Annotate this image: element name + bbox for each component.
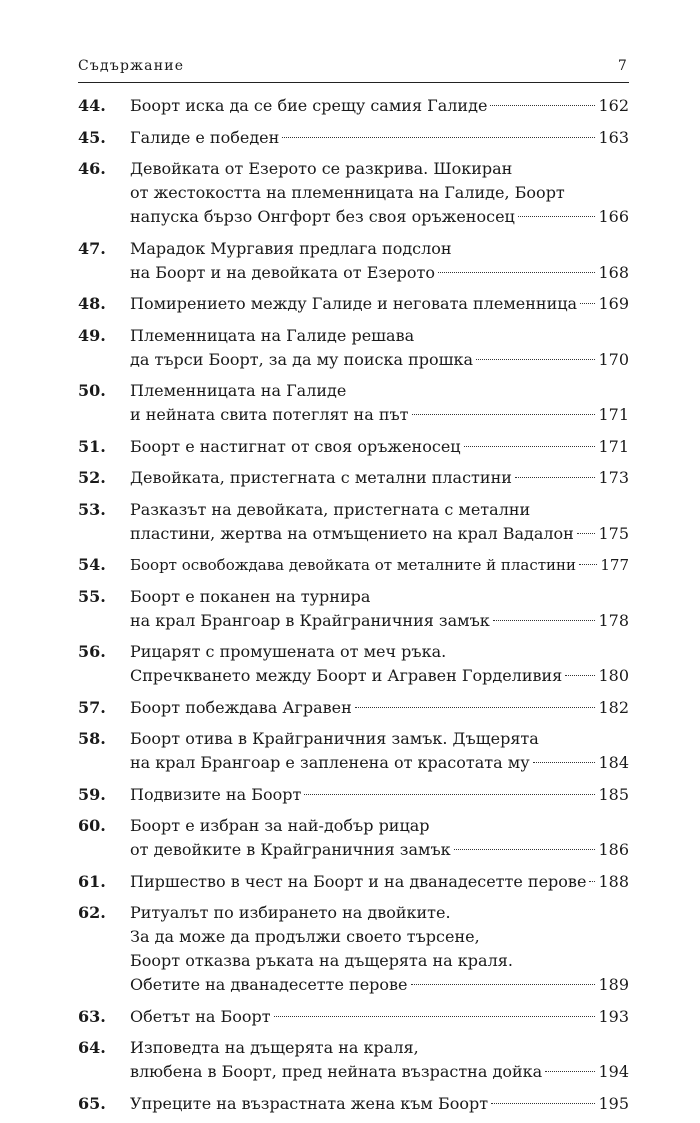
- title-line: Боорт освобождава девойката от металните й пластини: [130, 556, 577, 574]
- dot-leader: [438, 272, 595, 273]
- dot-leader: [533, 762, 596, 763]
- chapter-number: 59.: [78, 784, 106, 804]
- chapter-number: 48.: [78, 294, 106, 313]
- dot-leader: [589, 881, 595, 882]
- chapter-page-number: 173: [598, 468, 629, 487]
- title-last-line: [130, 205, 629, 229]
- chapter-number: 46.: [78, 159, 106, 178]
- title-line: и нейната свита потеглят на път: [130, 405, 409, 424]
- title-last-line: [130, 664, 629, 688]
- title-line: Племенницата на Галиде: [130, 381, 347, 400]
- chapter-number: 55.: [78, 586, 106, 606]
- title-last-line: [130, 553, 629, 577]
- chapter-number: 44.: [78, 96, 106, 115]
- chapter-number: 52.: [78, 468, 106, 487]
- chapter-title: [130, 1005, 629, 1029]
- title-line: Упреците на възрастната жена към Боорт: [130, 1093, 489, 1113]
- chapter-title: [130, 435, 629, 459]
- title-line: Помирението между Галиде и неговата племенница: [130, 294, 578, 313]
- title-last-line: [130, 696, 629, 720]
- dot-leader: [515, 477, 596, 478]
- chapter-page-number: 180: [598, 666, 629, 685]
- chapter-number: 58.: [78, 729, 106, 748]
- title-line: пластини, жертва на отмъщението на крал Вадалон: [130, 523, 574, 543]
- chapter-number: 56.: [78, 642, 106, 661]
- chapter-title: [130, 292, 629, 316]
- chapter-page-number: 177: [600, 556, 629, 574]
- title-last-line: [130, 1092, 629, 1116]
- toc-entry: [78, 379, 629, 427]
- title-last-line: [130, 973, 629, 997]
- title-line: Подвизите на Боорт: [130, 784, 302, 804]
- title-line: За да може да продължи своето търсене,: [130, 927, 480, 946]
- title-last-line: [130, 838, 629, 862]
- title-line: Изповедта на дъщерята на краля,: [130, 1038, 419, 1057]
- title-last-line: [130, 403, 629, 427]
- dot-leader: [579, 564, 597, 565]
- chapter-page-number: 189: [598, 975, 629, 994]
- page-number: 7: [617, 58, 628, 74]
- title-last-line: [130, 292, 629, 316]
- title-last-line: [130, 94, 629, 118]
- chapter-title: [130, 696, 629, 720]
- title-line: от девойките в Крайграничния замък: [130, 840, 451, 859]
- chapter-page-number: 168: [598, 262, 629, 282]
- dot-leader: [282, 137, 595, 138]
- chapter-title: [130, 1092, 629, 1116]
- toc-entry: [78, 1005, 629, 1029]
- chapter-page-number: 186: [598, 840, 629, 859]
- title-line: Обетите на дванадесетте перове: [130, 975, 408, 994]
- title-last-line: [130, 783, 629, 807]
- chapter-page-number: 188: [598, 871, 629, 891]
- chapter-title: [130, 379, 629, 427]
- chapter-title: [130, 814, 629, 862]
- toc-entry: [78, 126, 629, 150]
- title-line: Разказът на девойката, пристегната с метални: [130, 499, 531, 519]
- chapter-title: [130, 157, 629, 229]
- chapter-title: [130, 901, 629, 997]
- toc-entry: [78, 783, 629, 807]
- toc-entry: [78, 1036, 629, 1084]
- chapter-page-number: 175: [598, 523, 629, 543]
- running-header: [78, 58, 628, 74]
- title-line: влюбена в Боорт, пред нейната възрастна дойка: [130, 1062, 543, 1081]
- chapter-page-number: 170: [598, 349, 629, 369]
- title-line: Боорт отива в Крайграничния замък. Дъщерята: [130, 729, 539, 748]
- dot-leader: [493, 620, 596, 621]
- title-last-line: [130, 126, 629, 150]
- chapter-page-number: 193: [598, 1006, 629, 1026]
- toc-entry: [78, 640, 629, 688]
- chapter-page-number: 171: [598, 405, 629, 424]
- dot-leader: [411, 984, 596, 985]
- chapter-number: 51.: [78, 436, 106, 456]
- chapter-number: 65.: [78, 1093, 106, 1113]
- title-line: Галиде е победен: [130, 127, 280, 147]
- title-line: на Боорт и на девойката от Езерото: [130, 262, 435, 282]
- chapter-number: 45.: [78, 127, 106, 147]
- chapter-number: 63.: [78, 1006, 106, 1026]
- dot-leader: [580, 303, 595, 304]
- chapter-title: [130, 498, 629, 546]
- title-line: от жестокостта на племенницата на Галиде, Боорт: [130, 183, 565, 202]
- toc-entry: [78, 94, 629, 118]
- toc-entry: [78, 466, 629, 490]
- chapter-number: 53.: [78, 499, 106, 519]
- chapter-title: [130, 727, 629, 775]
- dot-leader: [545, 1071, 595, 1072]
- dot-leader: [518, 216, 596, 217]
- chapter-page-number: 195: [598, 1093, 629, 1113]
- chapter-number: 54.: [78, 555, 106, 574]
- title-line: Боорт иска да се бие срещу самия Галиде: [130, 96, 488, 115]
- title-last-line: [130, 261, 629, 285]
- section-title: Съдържание: [78, 58, 185, 74]
- chapter-title: [130, 870, 629, 894]
- title-line: Боорт е избран за най-добър рицар: [130, 816, 430, 835]
- toc-entry: [78, 157, 629, 229]
- chapter-page-number: 178: [598, 610, 629, 630]
- toc-entry: [78, 292, 629, 316]
- title-line: Марадок Мургавия предлага подслон: [130, 238, 452, 258]
- toc-entry: [78, 498, 629, 546]
- dot-leader: [490, 105, 595, 106]
- toc-entry: [78, 901, 629, 997]
- table-of-contents: [78, 94, 629, 1123]
- title-line: Спречкването между Боорт и Агравен Горделивия: [130, 666, 563, 685]
- chapter-title: [130, 94, 629, 118]
- chapter-number: 50.: [78, 381, 106, 400]
- title-last-line: [130, 609, 629, 633]
- dot-leader: [412, 414, 596, 415]
- title-line: да търси Боорт, за да му поиска прошка: [130, 349, 474, 369]
- chapter-number: 57.: [78, 697, 106, 717]
- chapter-page-number: 171: [598, 436, 629, 456]
- title-last-line: [130, 1060, 629, 1084]
- title-line: Ритуалът по избирането на двойките.: [130, 903, 451, 922]
- toc-entry: [78, 553, 629, 577]
- chapter-title: [130, 1036, 629, 1084]
- toc-entry: [78, 324, 629, 372]
- title-line: Боорт е настигнат от своя оръженосец: [130, 436, 461, 456]
- chapter-page-number: 185: [598, 784, 629, 804]
- title-line: Девойката, пристегната с метални пластини: [130, 468, 512, 487]
- toc-entry: [78, 870, 629, 894]
- chapter-page-number: 166: [598, 207, 629, 226]
- chapter-title: [130, 585, 629, 633]
- title-last-line: [130, 870, 629, 894]
- chapter-title: [130, 553, 629, 577]
- chapter-page-number: 194: [598, 1062, 629, 1081]
- title-last-line: [130, 751, 629, 775]
- title-line: Боорт е поканен на турнира: [130, 586, 371, 606]
- title-line: Рицарят с промушената от меч ръка.: [130, 642, 447, 661]
- chapter-page-number: 169: [598, 294, 629, 313]
- chapter-title: [130, 237, 629, 285]
- title-last-line: [130, 466, 629, 490]
- title-last-line: [130, 348, 629, 372]
- toc-entry: [78, 727, 629, 775]
- chapter-page-number: 162: [598, 96, 629, 115]
- dot-leader: [491, 1103, 595, 1104]
- title-line: Боорт побеждава Агравен: [130, 697, 352, 717]
- dot-leader: [464, 446, 596, 447]
- dot-leader: [355, 707, 596, 708]
- toc-entry: [78, 696, 629, 720]
- chapter-number: 64.: [78, 1038, 106, 1057]
- dot-leader: [454, 849, 596, 850]
- chapter-title: [130, 324, 629, 372]
- chapter-number: 49.: [78, 325, 106, 345]
- title-line: Девойката от Езерото се разкрива. Шокиран: [130, 159, 513, 178]
- toc-entry: [78, 585, 629, 633]
- dot-leader: [565, 675, 595, 676]
- title-last-line: [130, 435, 629, 459]
- dot-leader: [274, 1016, 596, 1017]
- chapter-title: [130, 126, 629, 150]
- dot-leader: [476, 359, 595, 360]
- toc-entry: [78, 1092, 629, 1116]
- header-rule: [78, 82, 629, 83]
- title-line: на крал Брангоар е запленена от красотата му: [130, 753, 530, 772]
- toc-entry: [78, 435, 629, 459]
- chapter-number: 62.: [78, 903, 106, 922]
- chapter-title: [130, 640, 629, 688]
- chapter-page-number: 182: [598, 697, 629, 717]
- chapter-title: [130, 466, 629, 490]
- toc-entry: [78, 814, 629, 862]
- dot-leader: [577, 533, 596, 534]
- title-line: на крал Брангоар в Крайграничния замък: [130, 610, 490, 630]
- title-line: Племенницата на Галиде решава: [130, 325, 415, 345]
- title-last-line: [130, 522, 629, 546]
- chapter-page-number: 163: [598, 127, 629, 147]
- title-line: Обетът на Боорт: [130, 1006, 271, 1026]
- dot-leader: [304, 794, 595, 795]
- toc-entry: [78, 237, 629, 285]
- chapter-title: [130, 783, 629, 807]
- chapter-page-number: 184: [598, 753, 629, 772]
- chapter-number: 60.: [78, 816, 106, 835]
- chapter-number: 61.: [78, 871, 106, 891]
- title-line: напуска бързо Онгфорт без своя оръженосец: [130, 207, 515, 226]
- title-last-line: [130, 1005, 629, 1029]
- title-line: Пиршество в чест на Боорт и на дванадесетте перове: [130, 871, 587, 891]
- title-line: Боорт отказва ръката на дъщерята на краля.: [130, 951, 513, 970]
- chapter-number: 47.: [78, 238, 106, 258]
